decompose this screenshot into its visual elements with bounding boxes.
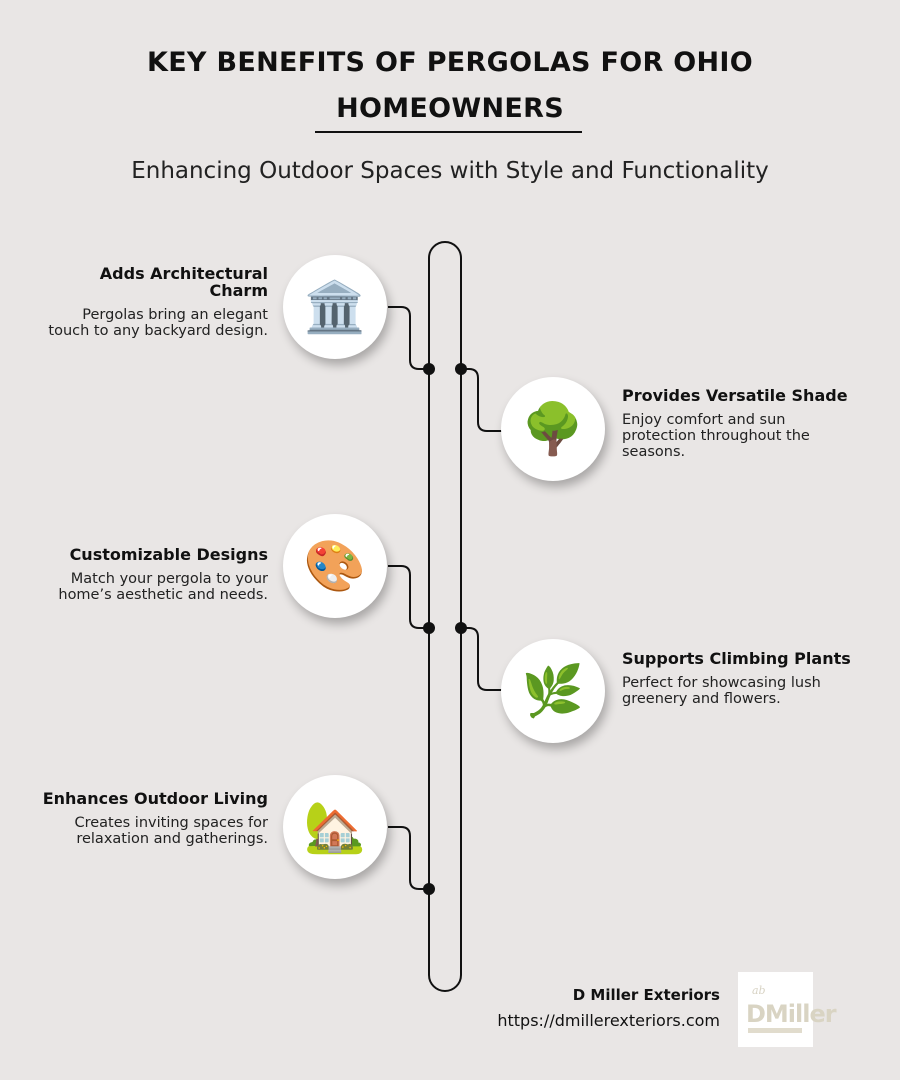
benefit-item-4 [622,650,852,707]
connector-4 [461,628,503,690]
connector-2 [461,369,503,431]
benefit-description: Enjoy comfort and sun protection throughout the seasons. [622,412,810,460]
tree-icon: 🌳 [501,377,605,481]
benefit-title: Customizable Designs [69,545,268,564]
junction-dot [455,622,467,634]
benefit-item-5 [38,790,268,847]
benefit-description: Perfect for showcasing lush greenery and flowers. [622,675,821,707]
junction-dot [455,363,467,375]
timeline-track [429,242,461,991]
benefit-description: Creates inviting spaces for relaxation and gatherings. [74,815,268,847]
benefit-title: Provides Versatile Shade [622,386,848,405]
d-miller-logo-icon [738,972,836,1047]
benefit-title: Supports Climbing Plants [622,649,851,668]
connector-1 [388,307,429,369]
svg-text:ab: ab [752,984,766,997]
classical-building-icon: 🏛️ [283,255,387,359]
benefit-description: Match your pergola to your home’s aesthetic and needs. [58,571,268,603]
benefit-title: Adds Architectural Charm [99,264,268,300]
herb-leaf-icon: 🌿 [501,639,605,743]
page-title: KEY BENEFITS OF PERGOLAS FOR OHIO HOMEOWNERS [146,47,754,124]
junction-dot [423,622,435,634]
company-name: D Miller Exteriors [572,986,720,1004]
benefit-description: Pergolas bring an elegant touch to any backyard design. [48,307,268,339]
connector-3 [388,566,429,628]
artist-palette-icon: 🎨 [283,514,387,618]
benefit-title: Enhances Outdoor Living [42,789,268,808]
page-subtitle: Enhancing Outdoor Spaces with Style and Functionality [131,158,769,184]
junction-dot [423,363,435,375]
connector-5 [388,827,429,889]
company-url[interactable]: https://dmillerexteriors.com [497,1011,720,1030]
house-with-garden-icon: 🏡 [283,775,387,879]
benefit-item-2 [622,387,852,460]
junction-dot [423,883,435,895]
svg-text:DMiller: DMiller [746,1000,836,1028]
benefit-item-1 [38,265,268,339]
benefit-item-3 [28,546,268,603]
